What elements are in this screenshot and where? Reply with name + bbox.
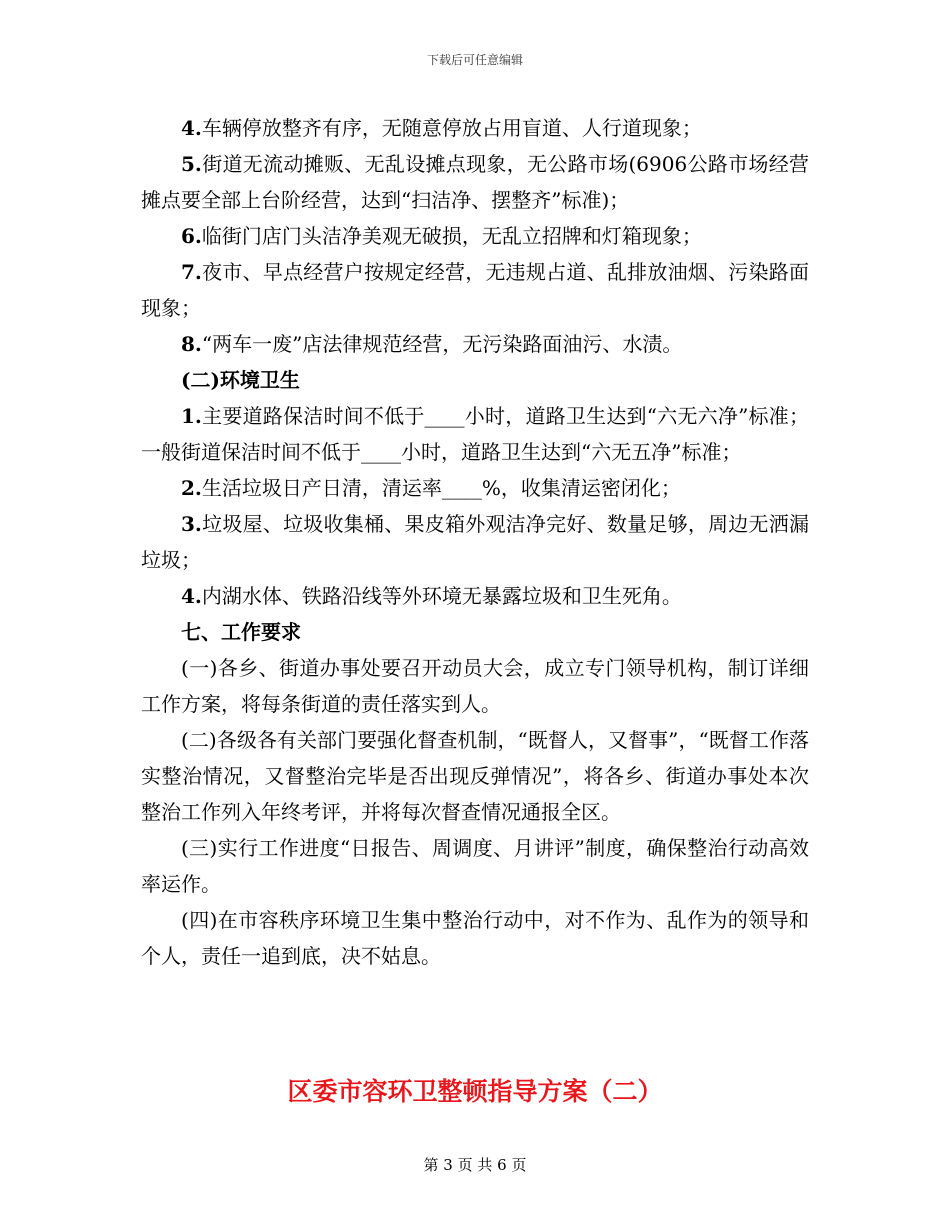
- list-item: 1.主要道路保洁时间不低于____小时，道路卫生达到“六无六净”标准；一般街道保洁时间不低于____小时，道路卫生达到“六无五净”标准；: [141, 404, 809, 464]
- list-item: 3.垃圾屋、垃圾收集桶、果皮箱外观洁净完好、数量足够，周边无洒漏垃圾；: [141, 512, 809, 572]
- list-item: 2.生活垃圾日产日清，清运率____%，收集清运密闭化；: [181, 476, 681, 500]
- list-item: 6.临街门店门头洁净美观无破损，无乱立招牌和灯箱现象；: [181, 224, 702, 248]
- section-heading-environment: (二)环境卫生: [181, 368, 300, 392]
- list-item: 4.内湖水体、铁路沿线等外环境无暴露垃圾和卫生死角。: [181, 584, 682, 608]
- document-body: [141, 110, 809, 974]
- list-item: 7.夜市、早点经营户按规定经营，无违规占道、乱排放油烟、污染路面现象；: [141, 260, 809, 320]
- paragraph: (二)各级各有关部门要强化督查机制，“既督人，又督事”，“既督工作落实整治情况，又督整治完毕是否出现反弹情况”，将各乡、街道办事处本次整治工作列入年终考评，并将每次督查情况通报全区。: [141, 728, 809, 824]
- list-item: 5.街道无流动摊贩、无乱设摊点现象，无公路市场(6906公路市场经营摊点要全部上台阶经营，达到“扫洁净、摆整齐”标准)；: [141, 152, 809, 212]
- paragraph: (四)在市容秩序环境卫生集中整治行动中，对不作为、乱作为的领导和个人，责任一追到底，决不姑息。: [141, 908, 809, 968]
- section-heading-work-requirements: 七、工作要求: [181, 620, 301, 644]
- list-item: 8.“两车一废”店法律规范经营，无污染路面油污、水渍。: [181, 332, 683, 356]
- list-item: 4.车辆停放整齐有序，无随意停放占用盲道、人行道现象；: [181, 116, 702, 140]
- page-number: 第 3 页 共 6 页: [423, 1156, 527, 1174]
- paragraph: (一)各乡、街道办事处要召开动员大会，成立专门领导机构，制订详细工作方案，将每条街道的责任落实到人。: [141, 656, 809, 716]
- page-header: 下载后可任意编辑: [426, 53, 523, 67]
- paragraph: (三)实行工作进度“日报告、周调度、月讲评”制度，确保整治行动高效率运作。: [141, 836, 809, 896]
- next-document-title: 区委市容环卫整顿指导方案（二）: [287, 1077, 663, 1106]
